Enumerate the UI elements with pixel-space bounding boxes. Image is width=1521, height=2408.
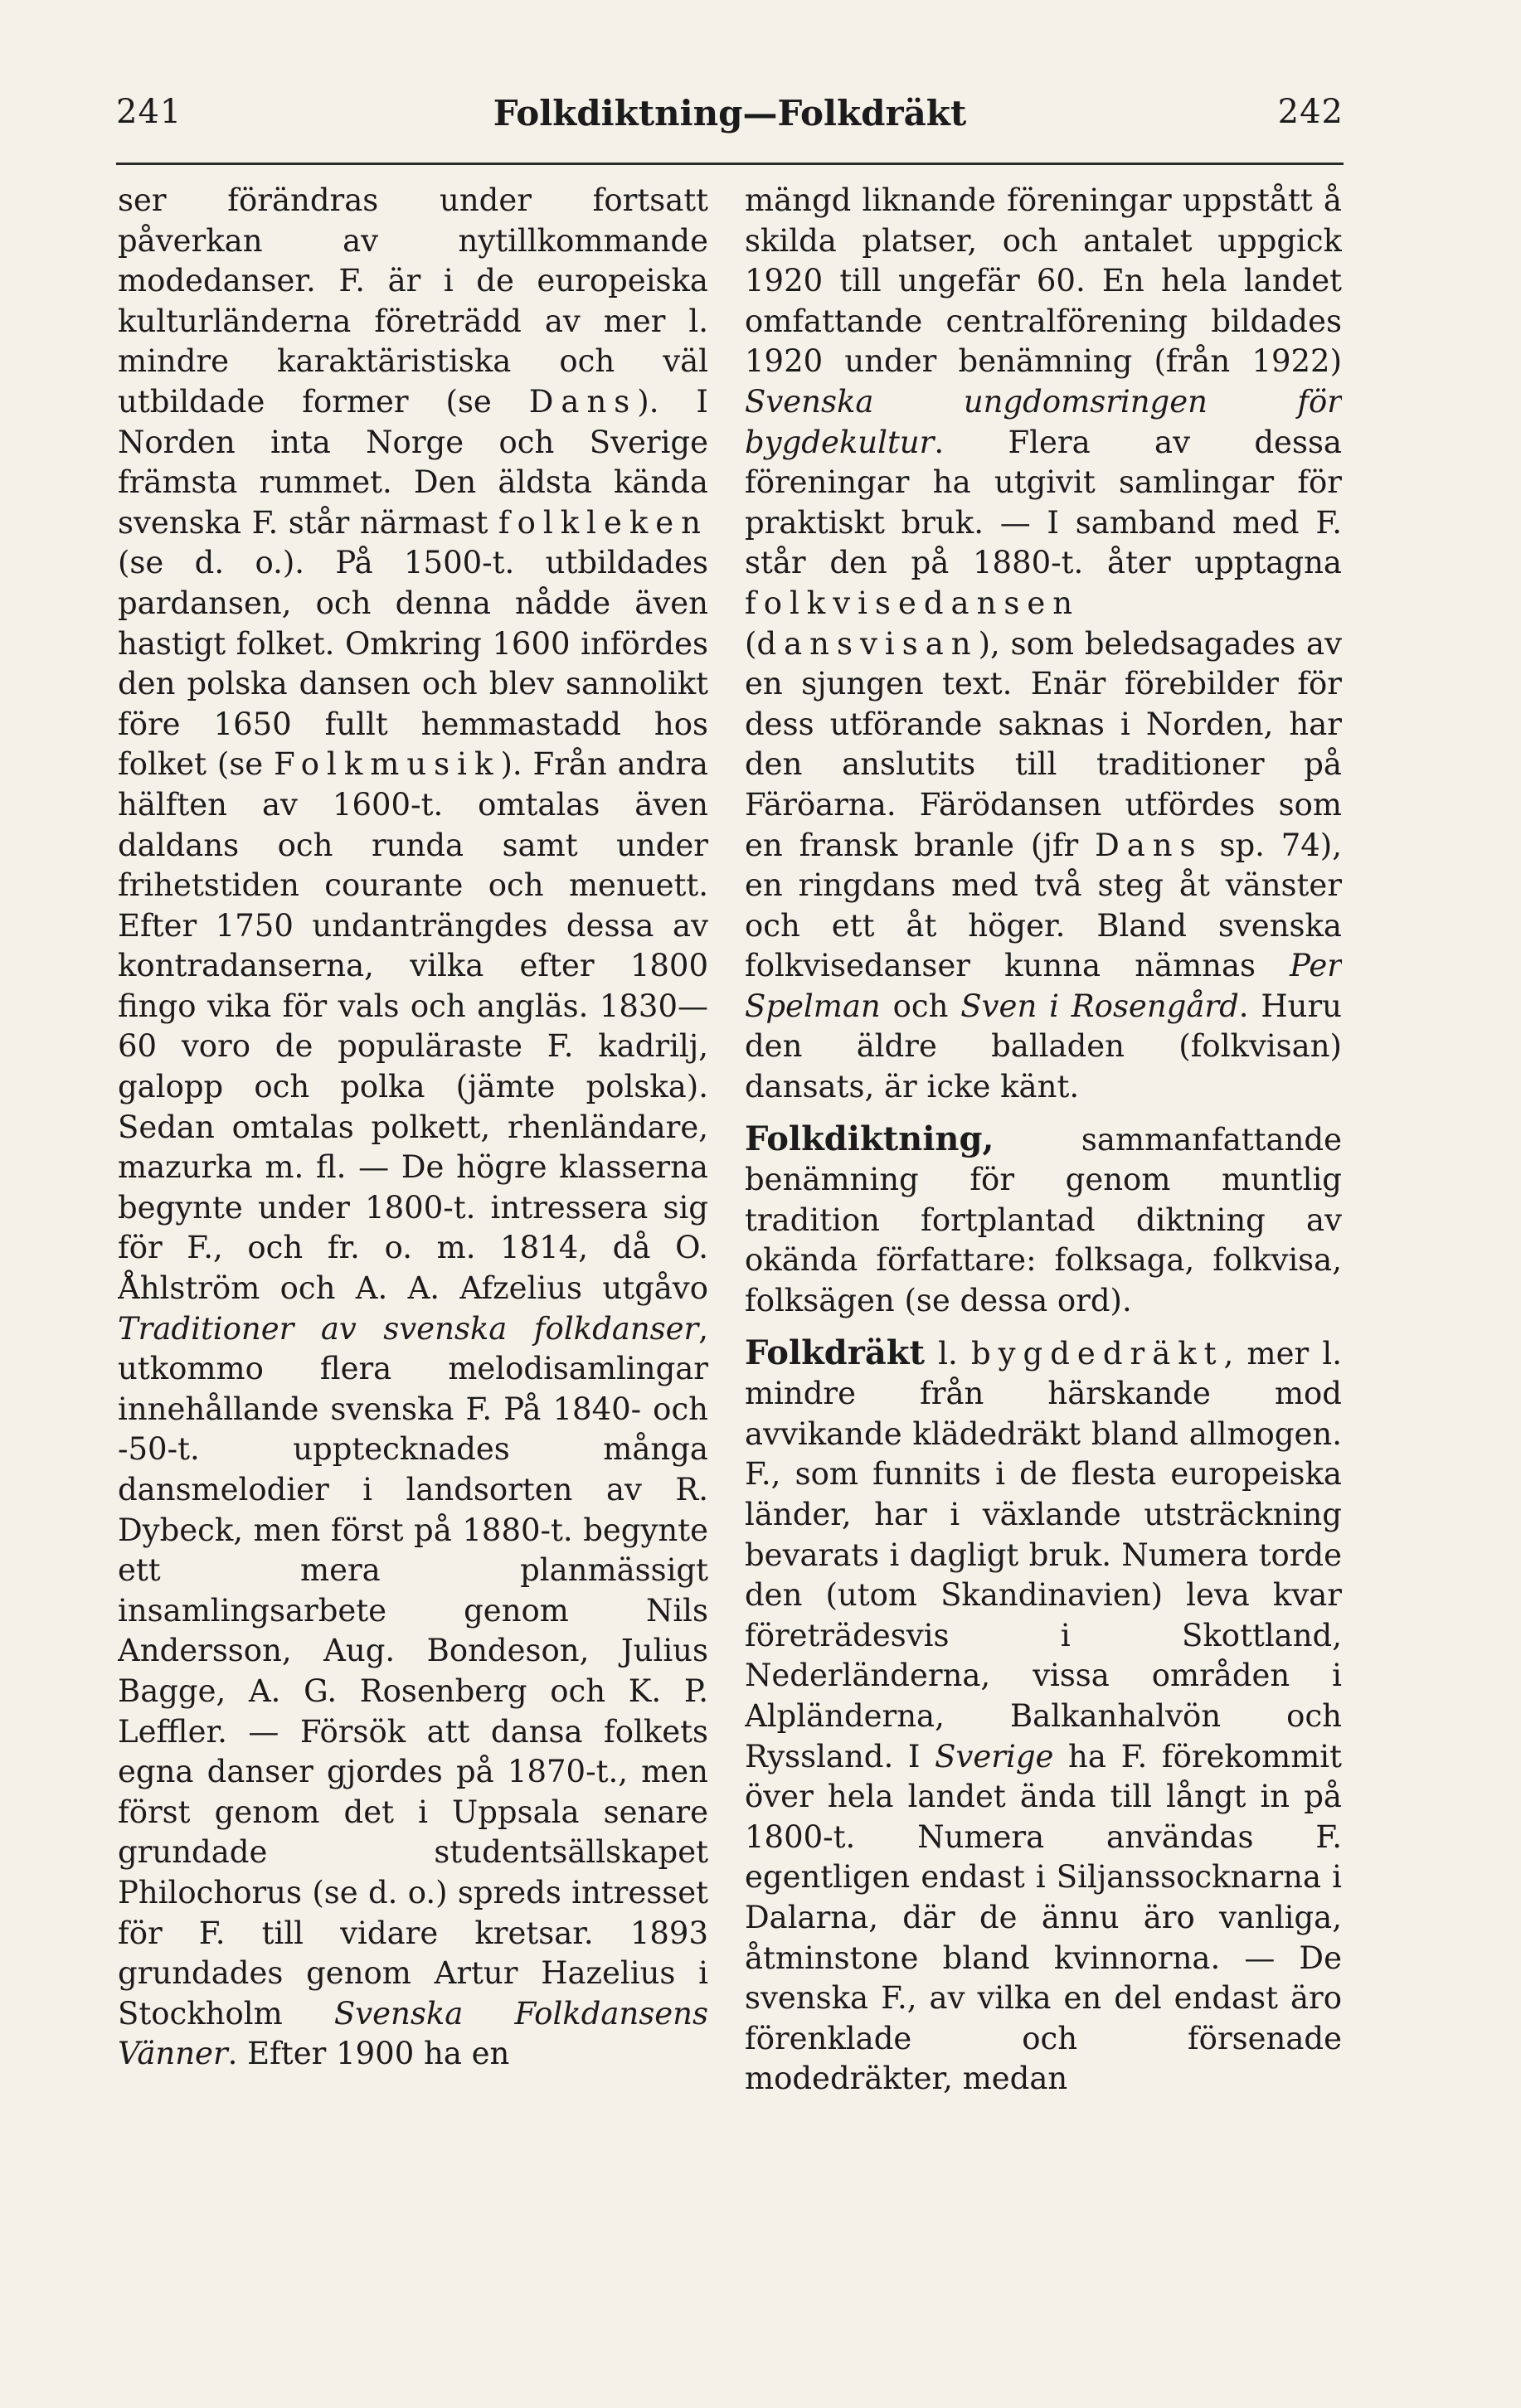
text-run: (: [745, 625, 757, 662]
entry-headword: Folkdiktning,: [745, 1119, 994, 1158]
cross-reference: folkvisedansen: [745, 585, 1081, 621]
cross-reference: bygdedräkt: [970, 1335, 1224, 1371]
book-title: Traditioner av svenska folkdanser: [118, 1310, 699, 1347]
text-run: sp. 74), en ringdans med två steg åt vänster och ett åt höger. Bland svenska folkvisedanser kunna nämnas: [745, 827, 1342, 984]
text-run: ). Från andra hälften av 1600-t. omtalas även daldans och runda samt under frihetstiden courante och menuett. Efter 1750 undanträngdes dessa av kontradanserna, vilka efter 1800 fingo vika för vals och angläs. 1830—60 voro de populäraste F. kadrilj, galopp och polka (jämte polska). Sedan omtalas polkett, rhenländare, mazurka m. fl. — De högre klasserna begynte under 1800-t. intressera sig för F., och fr. o. m. 1814, då O. Åhlström och A. A. Afzelius utgåvo: [118, 746, 708, 1307]
country-name: Sverige: [935, 1738, 1054, 1774]
page-number-right: 242: [1277, 93, 1344, 131]
text-run: l.: [924, 1335, 971, 1371]
text-run: , mer l. mindre från härskande mod avvikande klädedräkt bland allmogen. F., som funnits i de flesta europeiska länder, har i växlande utsträckning bevarats i dagligt bruk. Numera torde den (utom Skandinavien) leva kvar företrädesvis i Skottland, Nederländerna, vissa områden i Alpländerna, Balkanhalvön och Ryssland. I: [745, 1335, 1342, 1774]
right-column: [745, 181, 1342, 2236]
text-run: ha F. förekommit över hela landet ända till långt in på 1800-t. Numera användas F. egentligen endast i Siljanssocknarna i Dalarna, där de ännu äro vanliga, åtminstone bland kvinnorna. — De svenska F., av vilka en del endast äro förenklade och försenade modedräkter, medan: [745, 1738, 1342, 2097]
cross-reference: Dans: [1095, 827, 1203, 863]
cross-reference: Dans: [528, 383, 638, 420]
page-title: Folkdiktning—Folkdräkt: [493, 93, 967, 134]
text-run: ), som beledsagades av en sjungen text. Enär förebilder för dess utförande saknas i Norden, har den anslutits till traditioner på Färöarna. Färödansen utfördes som en fransk branle (jfr: [745, 625, 1342, 863]
cross-reference: folkleken: [498, 504, 708, 541]
text-run: (se d. o.). På 1500-t. utbildades pardansen, och denna nådde även hastigt folket. Omkring 1600 infördes den polska dansen och blev sannolikt före 1650 fullt hemmastadd hos folket (se: [118, 545, 708, 783]
cross-reference: dansvisan: [756, 625, 979, 662]
text-run: . Efter 1900 ha en: [227, 2036, 510, 2072]
text-run: . Huru den äldre balladen (folkvisan) dansats, är icke känt.: [745, 988, 1342, 1105]
text-run: . Flera av dessa föreningar ha utgivit samlingar för praktiskt bruk. — I samband med F. står den på 1880-t. åter upptagna: [745, 424, 1342, 581]
text-run: ser förändras under fortsatt påverkan av nytillkommande modedanser. F. är i de europeiska kulturländerna företrädd av mer l. mindre karaktäristiska och väl utbildade former (se: [118, 182, 708, 420]
text-run: , utkommo flera melodisamlingar innehållande svenska F. På 1840- och -50-t. upptecknades många dansmelodier i landsorten av R. Dybeck, men först på 1880-t. begynte ett mera planmässigt insamlingsarbete genom Nils Andersson, Aug. Bondeson, Julius Bagge, A. G. Rosenberg och K. P. Leffler. — Försök att dansa folkets egna danser gjordes på 1870-t., men först genom det i Uppsala senare grundade studentsällskapet Philochorus (se d. o.) spreds intresset för F. till vidare kretsar. 1893 grundades genom Artur Hazelius i Stockholm: [118, 1310, 708, 2032]
text-run: mängd liknande föreningar uppstått å skilda platser, och antalet uppgick 1920 till ungefär 60. En hela landet omfattande centralförening bildades 1920 under benämning (från 1922): [745, 182, 1342, 380]
organization-name: Svenska ungdomsringen för bygdekultur: [745, 383, 1342, 460]
article-paragraph: [745, 181, 1342, 1108]
dance-title: Sven i Rosengård: [960, 988, 1239, 1024]
society-name: Svenska Folkdansens Vänner: [118, 1995, 708, 2072]
page-number-left: 241: [116, 93, 182, 131]
cross-reference: Folkmusik: [274, 746, 501, 783]
text-run: och: [880, 988, 961, 1024]
header-rule: [116, 163, 1344, 165]
entry-headword: Folkdräkt: [745, 1333, 925, 1372]
entry-text: sammanfattande benämning för genom muntlig tradition fortplantad diktning av okända författare: folksaga, folkvisa, folksägen (se dessa ord).: [745, 1121, 1342, 1319]
dance-title: Per Spelman: [745, 948, 1342, 1024]
entry-folkdrakt: [745, 1333, 1342, 2100]
article-paragraph: [118, 181, 708, 2075]
text-run: ). I Norden inta Norge och Sverige främsta rummet. Den äldsta kända svenska F. står närmast: [118, 383, 708, 541]
running-header: [116, 93, 1344, 151]
entry-folkdiktning: [745, 1119, 1342, 1322]
left-column: [118, 181, 708, 2236]
